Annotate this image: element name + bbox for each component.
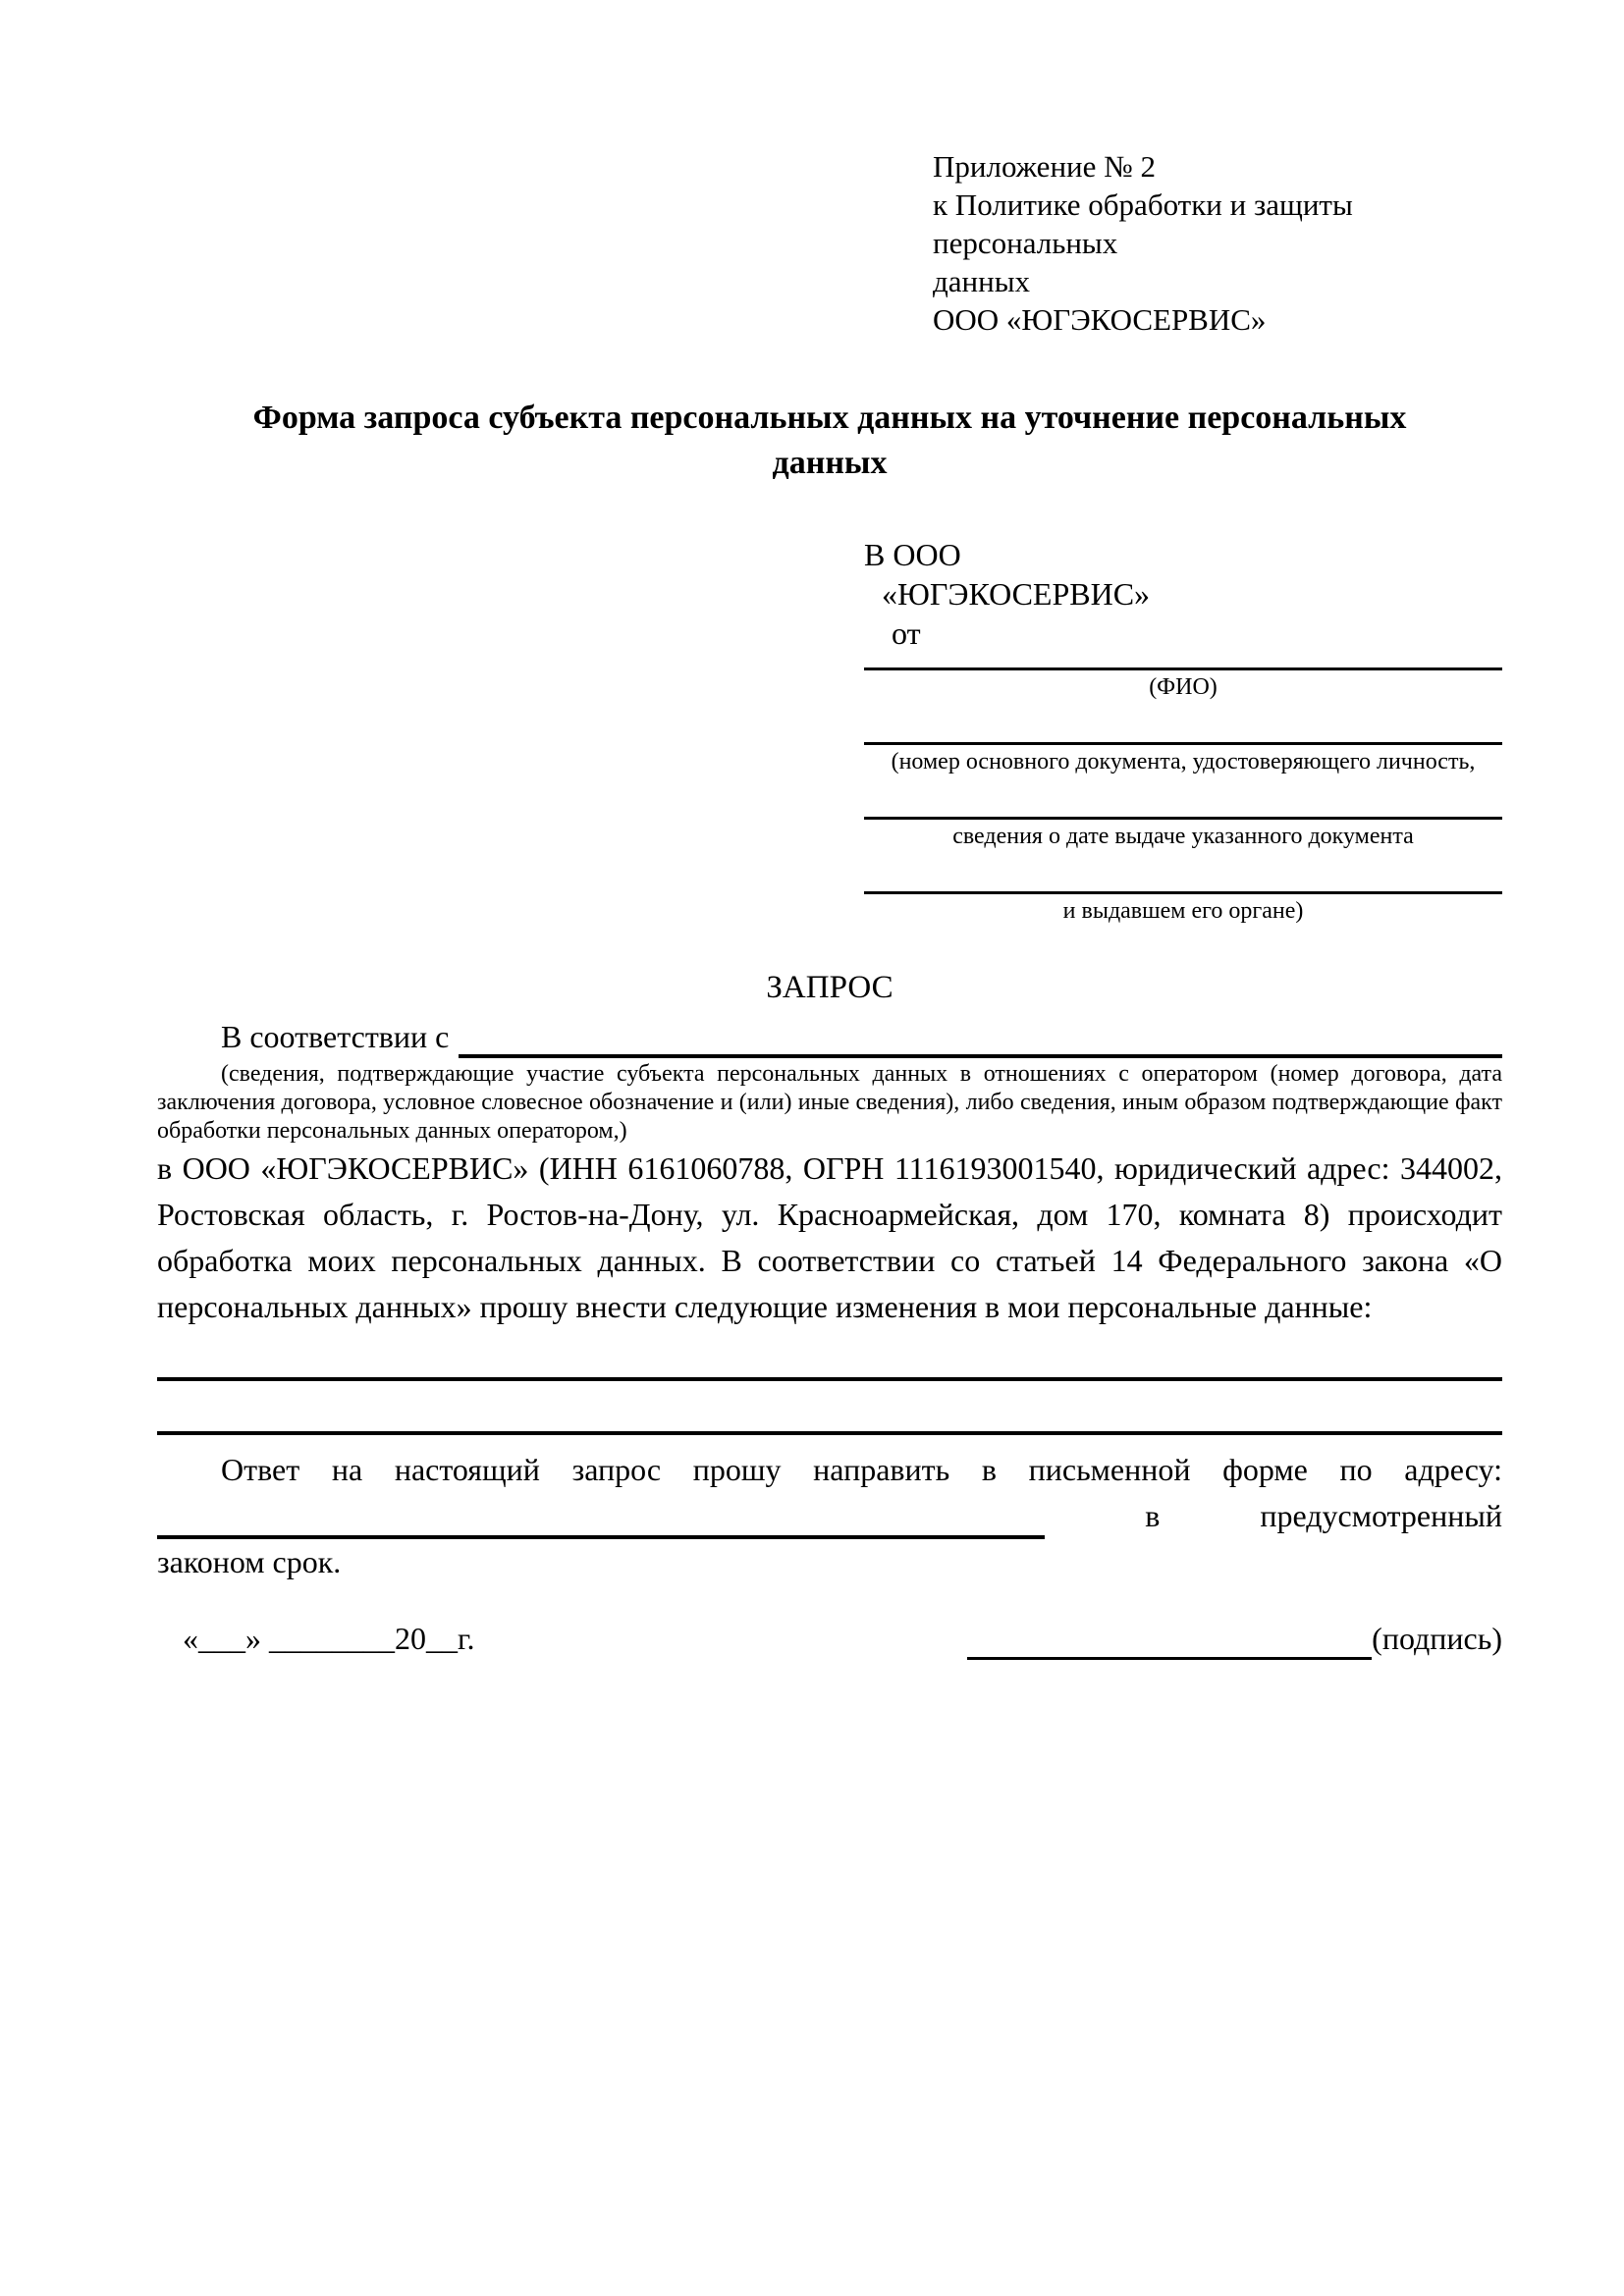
document-number-field: [864, 735, 1502, 776]
request-heading: ЗАПРОС: [766, 970, 893, 1005]
issue-date-field: [864, 810, 1502, 851]
date-signature-row: [157, 1617, 1502, 1660]
issue-date-caption: сведения о дате выдаче указанного документа: [952, 824, 1414, 849]
policy-reference-line: к Политике обработки и защиты персональных: [933, 187, 1353, 260]
date-blanks: «___» ________20__г.: [183, 1621, 475, 1656]
reply-request-line: Ответ на настоящий запрос прошу направить в письменной форме по адресу:: [221, 1452, 1502, 1487]
form-title: Форма запроса субъекта персональных данных на уточнение персональных данных: [252, 400, 1407, 481]
addressee-block: [864, 535, 1502, 926]
issuing-authority-blank-line: [864, 884, 1502, 894]
issue-date-blank-line: [864, 810, 1502, 820]
changes-blank-line-1: [157, 1330, 1502, 1381]
fio-blank-line: [864, 661, 1502, 670]
fio-caption: (ФИО): [1149, 674, 1218, 700]
reply-address-row: [157, 1493, 1502, 1539]
policy-reference-line-2: данных: [933, 264, 1031, 298]
basis-blank-line: [459, 1023, 1502, 1058]
address-blank-line: [157, 1502, 1045, 1539]
signature-blank-line: [967, 1625, 1372, 1660]
fio-field: [864, 661, 1502, 702]
appendix-number: Приложение № 2: [933, 149, 1156, 184]
signature-block: [967, 1617, 1502, 1660]
changes-blank-line-2: [157, 1381, 1502, 1435]
reply-word-predusmotrennyy: предусмотренный: [1260, 1498, 1502, 1533]
addressee-from-label: от: [892, 615, 921, 651]
request-body-paragraph: в ООО «ЮГЭКОСЕРВИС» (ИНН 6161060788, ОГРН 1116193001540, юридический адрес: 344002, Ростовская область, г. Ростов-на-Дону, ул. Красноармейская, дом 170, комната 8) происходит обработка моих персональных данных. В соответствии со статьей 14 Федерального закона «О персональных данных» прошу внести следующие изменения в мои персональные данные:: [157, 1150, 1502, 1324]
company-name: ООО «ЮГЭКОСЕРВИС»: [933, 302, 1267, 337]
document-number-blank-line: [864, 735, 1502, 745]
reply-word-v: в: [1145, 1498, 1161, 1533]
intro-prefix-text: В соответствии с: [221, 1019, 450, 1054]
issuing-authority-caption: и выдавшем его органе): [1062, 898, 1304, 924]
reply-tail-line: законом срок.: [157, 1544, 342, 1579]
addressee-to-line: В ООО: [864, 537, 961, 572]
addressee-company-line: «ЮГЭКОСЕРВИС»: [882, 576, 1151, 612]
request-intro-row: [157, 1015, 1502, 1058]
signature-caption: (подпись): [1372, 1621, 1502, 1656]
intro-footnote: (сведения, подтверждающие участие субъекта персональных данных в отношениях с оператором (номер договора, дата заключения договора, условное словесное обозначение и (или) иные сведения), либо сведения, иным образом подтверждающие факт обработки персональных данных оператором,): [157, 1061, 1502, 1144]
appendix-header-block: [933, 147, 1502, 339]
document-number-caption: (номер основного документа, удостоверяющего личность,: [891, 749, 1476, 774]
issuing-authority-field: [864, 884, 1502, 926]
